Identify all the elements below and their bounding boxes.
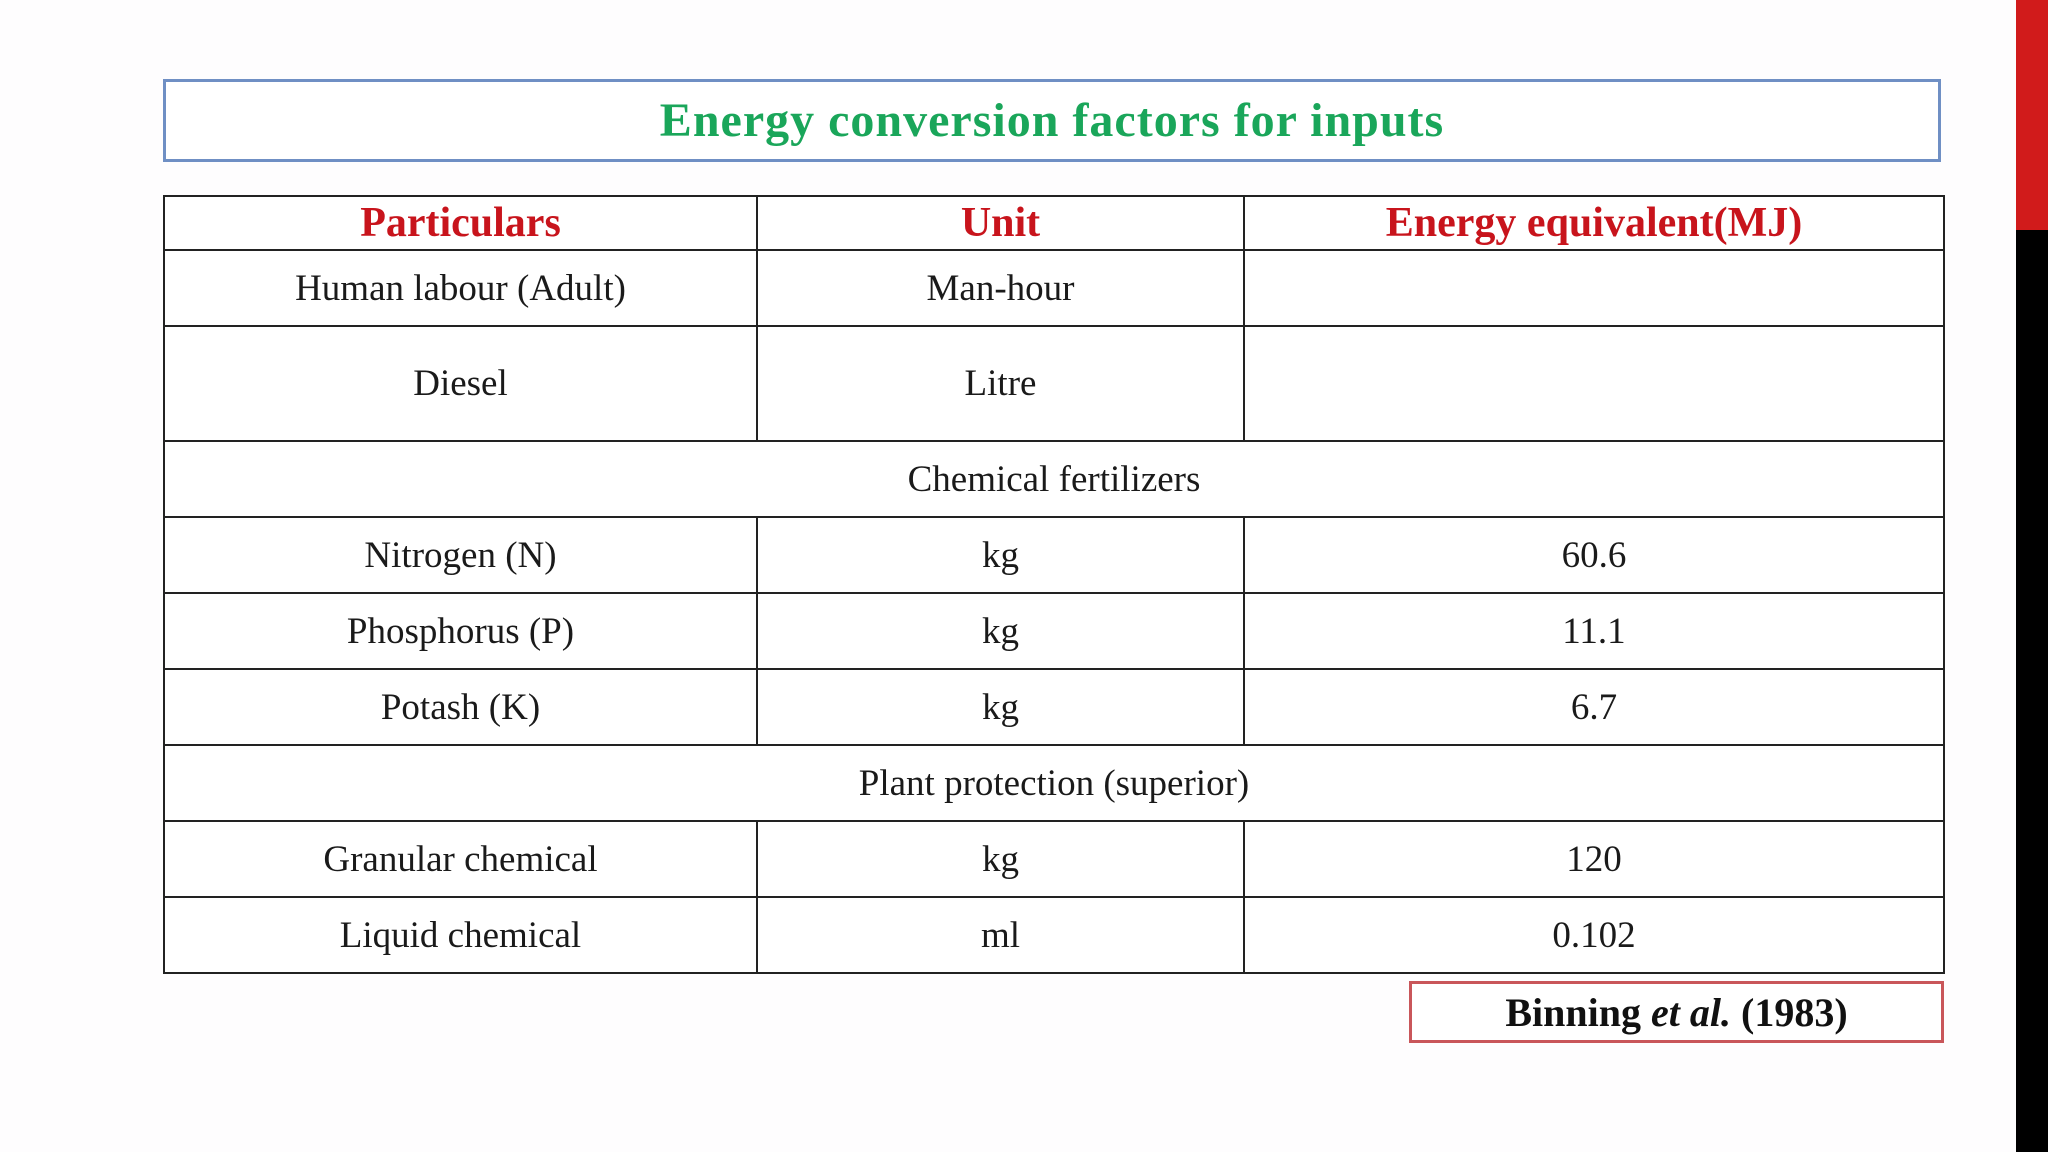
cell-unit: Man-hour (757, 250, 1244, 326)
cell-energy: 6.7 (1244, 669, 1944, 745)
cell-particular: Diesel (164, 326, 757, 441)
title-box (163, 79, 1941, 162)
table-header-row (164, 196, 1944, 250)
citation-box (1409, 981, 1944, 1043)
table-section-row (164, 441, 1944, 517)
cell-unit: kg (757, 593, 1244, 669)
cell-unit: Litre (757, 326, 1244, 441)
citation-year: (1983) (1741, 989, 1848, 1035)
cell-particular: Phosphorus (P) (164, 593, 757, 669)
cell-energy (1244, 326, 1944, 441)
cell-energy: 120 (1244, 821, 1944, 897)
table-section-row (164, 745, 1944, 821)
cell-energy: 11.1 (1244, 593, 1944, 669)
header-energy-equivalent: Energy equivalent(MJ) (1244, 196, 1944, 250)
cell-particular: Liquid chemical (164, 897, 757, 973)
table-row (164, 669, 1944, 745)
section-label: Plant protection (superior) (164, 745, 1944, 821)
cell-energy: 60.6 (1244, 517, 1944, 593)
cell-energy: 0.102 (1244, 897, 1944, 973)
side-accent-bar-red (2016, 0, 2048, 230)
cell-energy (1244, 250, 1944, 326)
table-row (164, 250, 1944, 326)
citation-author: Binning (1505, 989, 1642, 1035)
cell-particular: Granular chemical (164, 821, 757, 897)
cell-unit: kg (757, 517, 1244, 593)
cell-particular: Human labour (Adult) (164, 250, 757, 326)
table-row (164, 821, 1944, 897)
header-particulars: Particulars (164, 196, 757, 250)
slide-title: Energy conversion factors for inputs (659, 94, 1445, 147)
table-row (164, 517, 1944, 593)
cell-unit: ml (757, 897, 1244, 973)
cell-particular: Nitrogen (N) (164, 517, 757, 593)
table-row (164, 593, 1944, 669)
citation-etal: et al. (1651, 989, 1731, 1035)
header-unit: Unit (757, 196, 1244, 250)
section-label: Chemical fertilizers (164, 441, 1944, 517)
cell-particular: Potash (K) (164, 669, 757, 745)
cell-unit: kg (757, 821, 1244, 897)
energy-conversion-table (163, 195, 1945, 974)
table-row (164, 326, 1944, 441)
cell-unit: kg (757, 669, 1244, 745)
table-row (164, 897, 1944, 973)
